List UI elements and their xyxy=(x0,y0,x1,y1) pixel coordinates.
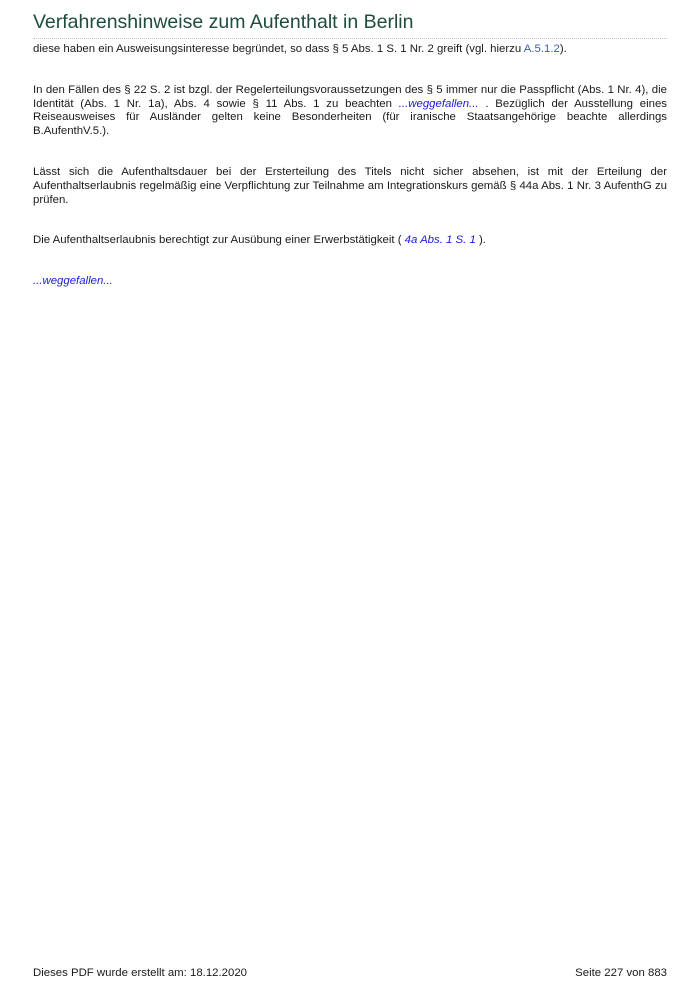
paragraph-text: Die Aufenthaltserlaubnis berechtigt zur Ausübung einer Erwerbstätigkeit ( xyxy=(33,234,405,247)
weggefallen-link[interactable]: ...weggefallen... xyxy=(33,275,113,288)
paragraph-text: Lässt sich die Aufenthaltsdauer bei der Ersterteilung des Titels nicht sicher absehen, ist mit der Erteilung der Aufenthaltserlaubnis regelmäßig eine Verpflichtung zur Teilnahme am Integrationskurs gemäß § 44a Abs. 1 Nr. 3 AufenthG zu prüfen. xyxy=(33,165,667,206)
paragraph-regelerteilung xyxy=(33,84,667,139)
paragraph-text: ). xyxy=(475,234,486,247)
reference-link-a512[interactable]: A.5.1.2 xyxy=(523,43,560,55)
creation-date: Dieses PDF wurde erstellt am: 18.12.2020 xyxy=(33,967,247,979)
weggefallen-link[interactable]: ...weggefallen... xyxy=(398,97,479,110)
paragraph-weggefallen xyxy=(33,275,667,289)
paragraph-text: diese haben ein Ausweisungsinteresse begründet, so dass § 5 Abs. 1 S. 1 Nr. 2 greift (vgl. hierzu xyxy=(33,43,524,55)
paragraph-text: In den Fällen des § 22 S. 2 ist bzgl. der Regelerteilungsvoraussetzungen des § 5 immer nur die Passpflicht (Abs. 1 Nr. 4), die Identität (Abs. 1 Nr. 1a), Abs. 4 sowie § 11 Abs. 1 zu beachten xyxy=(33,83,667,110)
paragraph-integrationskurs xyxy=(33,166,667,207)
paragraph-ausweisungsinteresse xyxy=(33,43,667,57)
document-body xyxy=(33,43,667,289)
page-header xyxy=(33,10,667,39)
paragraph-text: . Bezüglich der Ausstellung eines Reiseausweises für Ausländer gelten keine Besonderheiten (für iranische Staatsangehörige beachte allerdings B.AufenthV.5.). xyxy=(33,97,667,138)
reference-link-4a[interactable]: 4a Abs. 1 S. 1 xyxy=(404,234,476,247)
page-title: Verfahrenshinweise zum Aufenthalt in Berlin xyxy=(33,11,414,33)
paragraph-text: ). xyxy=(559,43,567,55)
paragraph-erwerbstaetigkeit xyxy=(33,234,667,248)
page-number: Seite 227 von 883 xyxy=(575,967,667,979)
